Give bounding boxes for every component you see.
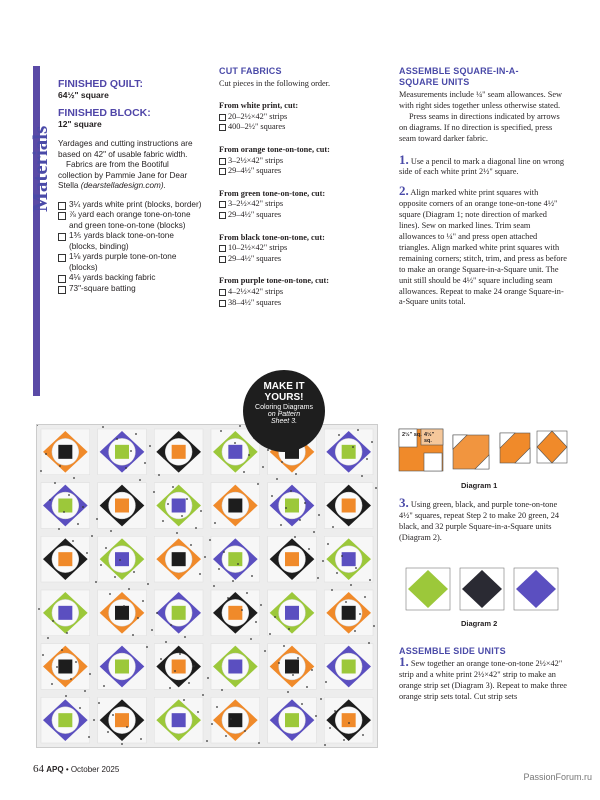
quilt-print-dot — [103, 685, 105, 687]
cut-group-title: From green tone-on-tone, cut: — [219, 188, 326, 198]
cut-line: 10–2½×42" strips — [219, 243, 379, 254]
quilt-print-dot — [105, 547, 107, 549]
quilt-print-dot — [248, 454, 250, 456]
quilt-print-dot — [156, 612, 158, 614]
quilt-print-dot — [299, 519, 301, 521]
quilt-print-dot — [51, 683, 53, 685]
quilt-print-dot — [280, 524, 282, 526]
quilt-print-dot — [274, 616, 276, 618]
quilt-print-dot — [206, 740, 208, 742]
quilt-print-dot — [234, 442, 236, 444]
quilt-print-dot — [102, 426, 104, 428]
quilt-center — [228, 713, 242, 727]
quilt-print-dot — [153, 491, 155, 493]
finished-quilt-value: 64½" square — [58, 90, 109, 100]
quilt-print-dot — [107, 731, 109, 733]
quilt-center — [172, 445, 186, 459]
quilt-print-dot — [181, 515, 183, 517]
quilt-print-dot — [65, 695, 67, 697]
page-footer — [33, 763, 119, 775]
step2 — [399, 183, 567, 308]
issue-date: • October 2025 — [65, 765, 120, 774]
quilt-print-dot — [75, 661, 77, 663]
quilt-print-dot — [304, 502, 306, 504]
side-step1-text: Sew together an orange tone-on-tone 2½×42" strip and a white print 2½×42" strip to make an orange strip set (Diagram 3). Repeat to make three orange strip sets total. Cut strip sets — [399, 658, 567, 701]
quilt-print-dot — [123, 605, 125, 607]
badge-line4 — [243, 411, 325, 418]
quilt-print-dot — [68, 494, 70, 496]
cut-fabrics-column — [219, 66, 379, 308]
quilt-print-dot — [211, 723, 213, 725]
quilt-print-dot — [183, 699, 185, 701]
fabrics-note — [58, 160, 204, 192]
watermark: PassionForum.ru — [523, 772, 592, 782]
quilt-print-dot — [193, 665, 195, 667]
quilt-print-dot — [195, 527, 197, 529]
cut-fabrics-heading: CUT FABRICS — [219, 66, 282, 76]
quilt-print-dot — [158, 474, 160, 476]
quilt-print-dot — [313, 531, 315, 533]
materials-column — [58, 78, 204, 294]
quilt-print-dot — [227, 597, 229, 599]
cut-line: 38–4½" squares — [219, 298, 379, 309]
quilt-print-dot — [133, 571, 135, 573]
quilt-center — [58, 552, 72, 566]
step3-num: 3. — [399, 495, 409, 510]
quilt-print-dot — [361, 475, 363, 477]
quilt-print-dot — [369, 579, 371, 581]
cut-intro: Cut pieces in the following order. — [219, 78, 331, 88]
fabrics-note-text: Fabrics are from the Bootiful collection by Pammie Jane for Dear Stella — [58, 160, 188, 190]
assemble-column — [399, 66, 567, 308]
quilt-print-dot — [179, 653, 181, 655]
quilt-print-dot — [177, 469, 179, 471]
quilt-print-dot — [237, 563, 239, 565]
quilt-print-dot — [42, 654, 44, 656]
quilt-print-dot — [49, 499, 51, 501]
quilt-print-dot — [221, 689, 223, 691]
quilt-center — [115, 552, 129, 566]
quilt-center — [172, 713, 186, 727]
quilt-center — [58, 445, 72, 459]
assemble-sq-p1: Measurements include ¼" seam allowances. Sew with right sides together unless otherwise stated. — [399, 90, 563, 110]
quilt-print-dot — [72, 540, 74, 542]
assemble-side — [399, 646, 567, 703]
quilt-print-dot — [218, 568, 220, 570]
quilt-print-dot — [79, 707, 81, 709]
quilt-center — [285, 660, 299, 674]
quilt-print-dot — [160, 658, 162, 660]
quilt-print-dot — [251, 575, 253, 577]
quilt-print-dot — [350, 584, 352, 586]
quilt-print-dot — [116, 438, 118, 440]
quilt-print-dot — [324, 744, 326, 746]
cut-group-title: From white print, cut: — [219, 101, 299, 111]
quilt-print-dot — [66, 632, 68, 634]
quilt-print-dot — [110, 530, 112, 532]
quilt-print-dot — [165, 641, 167, 643]
quilt-print-dot — [56, 666, 58, 668]
quilt-center — [285, 606, 299, 620]
quilt-print-dot — [225, 735, 227, 737]
quilt-print-dot — [59, 465, 61, 467]
quilt-print-dot — [202, 694, 204, 696]
badge-line1: MAKE IT — [263, 381, 305, 392]
quilt-print-dot — [163, 457, 165, 459]
make-it-yours-badge — [243, 370, 325, 452]
quilt-print-dot — [149, 445, 151, 447]
quilt-print-dot — [86, 552, 88, 554]
quilt-print-dot — [281, 461, 283, 463]
cut-line: 400–2½" squares — [219, 122, 379, 133]
quilt-print-dot — [147, 583, 149, 585]
quilt-print-dot — [170, 624, 172, 626]
cut-line: 29–4½" squares — [219, 166, 379, 177]
quilt-print-dot — [255, 621, 257, 623]
material-item: 3¼ yards white print (blocks, border) — [58, 200, 204, 211]
quilt-print-dot — [258, 742, 260, 744]
quilt-center — [172, 552, 186, 566]
quilt-print-dot — [184, 636, 186, 638]
quilt-print-dot — [292, 674, 294, 676]
material-item: ⅞ yard each orange tone-on-tone and green tone-on-tone (blocks) — [58, 210, 204, 231]
quilt-center — [172, 499, 186, 513]
quilt-print-dot — [362, 734, 364, 736]
quilt-print-dot — [137, 617, 139, 619]
material-item: 1⅗ yards black tone-on-tone (blocks, binding) — [58, 231, 204, 252]
quilt-print-dot — [287, 691, 289, 693]
quilt-print-dot — [82, 506, 84, 508]
quilt-print-dot — [58, 528, 60, 530]
quilt-center — [228, 606, 242, 620]
badge-line5 — [243, 418, 325, 425]
quilt-print-dot — [93, 719, 95, 721]
quilt-print-dot — [199, 573, 201, 575]
quilt-center — [58, 499, 72, 513]
quilt-print-dot — [144, 462, 146, 464]
quilt-print-dot — [186, 498, 188, 500]
quilt-print-dot — [96, 518, 98, 520]
materials-side-label — [26, 100, 50, 210]
quilt-print-dot — [331, 589, 333, 591]
quilt-print-dot — [322, 560, 324, 562]
badge-line4-text: on Pattern — [267, 411, 301, 418]
badge-line3: Coloring Diagrams — [255, 404, 313, 411]
quilt-print-dot — [169, 687, 171, 689]
quilt-center — [285, 713, 299, 727]
quilt-print-dot — [329, 727, 331, 729]
quilt-print-dot — [197, 711, 199, 713]
quilt-center — [172, 660, 186, 674]
quilt-print-dot — [188, 682, 190, 684]
quilt-print-dot — [89, 673, 91, 675]
side-label-text: Materials — [28, 125, 52, 212]
quilt-center — [58, 660, 72, 674]
finished-block-value: 12" square — [58, 118, 102, 129]
quilt-center — [228, 552, 242, 566]
quilt-center — [115, 606, 129, 620]
quilt-print-dot — [146, 646, 148, 648]
quilt-print-dot — [308, 548, 310, 550]
quilt-print-dot — [285, 507, 287, 509]
quilt-print-dot — [354, 630, 356, 632]
quilt-print-dot — [204, 556, 206, 558]
quilt-print-dot — [140, 738, 142, 740]
quilt-print-dot — [54, 482, 56, 484]
quilt-print-dot — [61, 649, 63, 651]
quilt-print-dot — [257, 483, 259, 485]
quilt-print-dot — [246, 592, 248, 594]
quilt-print-dot — [357, 429, 359, 431]
quilt-print-dot — [278, 662, 280, 664]
quilt-print-dot — [114, 576, 116, 578]
cut-line: 20–2½×42" strips — [219, 112, 379, 123]
quilt-print-dot — [200, 510, 202, 512]
quilt-print-dot — [317, 577, 319, 579]
step1-text: Use a pencil to mark a diagonal line on wrong side of each white print 2½" square. — [399, 156, 565, 177]
quilt-print-dot — [366, 458, 368, 460]
cut-line: 29–4½" squares — [219, 254, 379, 265]
quilt-print-dot — [162, 520, 164, 522]
quilt-print-dot — [276, 478, 278, 480]
quilt-center — [115, 660, 129, 674]
materials-list — [58, 200, 204, 295]
quilt-illustration — [37, 425, 377, 747]
quilt-print-dot — [283, 645, 285, 647]
quilt-print-dot — [47, 637, 49, 639]
quilt-center — [342, 606, 356, 620]
quilt-print-dot — [88, 736, 90, 738]
quilt-print-dot — [125, 467, 127, 469]
quilt-print-dot — [250, 638, 252, 640]
assemble-sq-p2: Press seams in directions indicated by arrows on diagrams. If no direction is specified, press seam toward darker fabric. — [399, 111, 560, 143]
quilt-center — [58, 606, 72, 620]
quilt-print-dot — [243, 471, 245, 473]
d1-big-label: 4½" sq. — [424, 432, 435, 444]
quilt-print-dot — [84, 690, 86, 692]
quilt-print-dot — [112, 714, 114, 716]
quilt-center — [285, 499, 299, 513]
quilt-print-dot — [223, 551, 225, 553]
quilt-print-dot — [232, 580, 234, 582]
quilt-print-dot — [220, 430, 222, 432]
quilt-center — [228, 660, 242, 674]
quilt-print-dot — [315, 715, 317, 717]
quilt-print-dot — [341, 555, 343, 557]
quilt-print-dot — [132, 634, 134, 636]
quilt-center — [228, 499, 242, 513]
quilt-print-dot — [151, 629, 153, 631]
quilt-center — [228, 445, 242, 459]
badge-line2: YOURS! — [264, 392, 304, 403]
quilt-print-dot — [336, 572, 338, 574]
quilt-print-dot — [264, 650, 266, 652]
quilt-print-dot — [290, 490, 292, 492]
quilt-photo — [36, 424, 378, 748]
quilt-print-dot — [359, 613, 361, 615]
quilt-print-dot — [244, 730, 246, 732]
cut-line: 29–4½" squares — [219, 210, 379, 221]
quilt-print-dot — [121, 743, 123, 745]
quilt-print-dot — [355, 567, 357, 569]
quilt-print-dot — [301, 703, 303, 705]
step3 — [399, 495, 567, 544]
cut-group-title: From purple tone-on-tone, cut: — [219, 276, 329, 286]
quilt-print-dot — [63, 511, 65, 513]
quilt-print-dot — [119, 559, 121, 561]
quilt-print-dot — [262, 466, 264, 468]
cut-line: 4–2½×42" strips — [219, 287, 379, 298]
quilt-print-dot — [364, 596, 366, 598]
finished-quilt-label: FINISHED QUILT: — [58, 78, 143, 90]
assemble-side-heading: ASSEMBLE SIDE UNITS — [399, 646, 506, 656]
material-item: 4⅛ yards backing fabric — [58, 273, 204, 284]
quilt-print-dot — [207, 677, 209, 679]
quilt-print-dot — [345, 601, 347, 603]
page-number: 64 — [33, 763, 44, 775]
quilt-print-dot — [109, 593, 111, 595]
diagram-1-label: Diagram 1 — [461, 481, 498, 490]
fabrics-url: (dearstelladesign.com). — [80, 181, 166, 190]
quilt-print-dot — [214, 522, 216, 524]
quilt-center — [342, 713, 356, 727]
quilt-print-dot — [373, 625, 375, 627]
diagram-2 — [404, 566, 560, 612]
quilt-print-dot — [343, 739, 345, 741]
quilt-print-dot — [172, 486, 174, 488]
quilt-center — [58, 713, 72, 727]
cut-line: 3–2½×42" strips — [219, 156, 379, 167]
quilt-print-dot — [271, 495, 273, 497]
quilt-print-dot — [371, 441, 373, 443]
quilt-print-dot — [260, 604, 262, 606]
material-item: 1⅛ yards purple tone-on-tone (blocks) — [58, 252, 204, 273]
quilt-print-dot — [348, 722, 350, 724]
quilt-print-dot — [288, 628, 290, 630]
quilt-print-dot — [77, 523, 79, 525]
quilt-center — [342, 499, 356, 513]
quilt-print-dot — [139, 479, 141, 481]
quilt-print-dot — [338, 434, 340, 436]
quilt-print-dot — [325, 681, 327, 683]
badge-line5-text: Sheet 3. — [270, 418, 298, 425]
quilt-print-dot — [52, 620, 54, 622]
quilt-print-dot — [216, 706, 218, 708]
quilt-print-dot — [334, 710, 336, 712]
quilt-print-dot — [70, 678, 72, 680]
quilt-print-dot — [176, 532, 178, 534]
quilt-print-dot — [45, 453, 47, 455]
material-item: 73"-square batting — [58, 284, 204, 295]
quilt-print-dot — [352, 446, 354, 448]
side-step1-num: 1. — [399, 653, 409, 669]
quilt-center — [342, 660, 356, 674]
quilt-print-dot — [318, 514, 320, 516]
quilt-center — [115, 445, 129, 459]
quilt-print-dot — [332, 526, 334, 528]
quilt-print-dot — [209, 539, 211, 541]
assemble-sq-heading: ASSEMBLE SQUARE-IN-A-SQUARE UNITS — [399, 66, 519, 87]
cut-group-title: From black tone-on-tone, cut: — [219, 232, 325, 242]
diagram-1 — [397, 425, 569, 475]
step2-text: Align marked white print squares with opposite corners of an orange tone-on-tone 4½" square (Diagram 1; note direction of marked lines). Sew on marked lines. Trim seam allowances to ¼" and press open attached triangles. Align marked white print squares with remaining corners; stitch, trim, and press as before to make an orange Square-in-a-Square unit. The unit still should be 4½" square including seam allowances. Repeat to make 24 orange Square-in-a-Square units total. — [399, 188, 567, 307]
step3-text: Using green, black, and purple tone-on-tone 4½" squares, repeat Step 2 to make 20 green, 24 black, and 32 purple Square-in-a-Square units (Diagram 2). — [399, 500, 560, 542]
mag-name: APQ — [46, 765, 64, 774]
quilt-print-dot — [142, 600, 144, 602]
quilt-print-dot — [230, 718, 232, 720]
quilt-print-dot — [297, 657, 299, 659]
quilt-print-dot — [294, 536, 296, 538]
quilt-print-dot — [375, 487, 377, 489]
cut-line: 3–2½×42" strips — [219, 199, 379, 210]
quilt-print-dot — [306, 686, 308, 688]
quilt-print-dot — [98, 702, 100, 704]
quilt-center — [115, 713, 129, 727]
quilt-print-dot — [213, 585, 215, 587]
quilt-print-dot — [91, 535, 93, 537]
quilt-center — [342, 552, 356, 566]
materials-intro: Yardages and cutting instructions are based on 42" of usable fabric width. — [58, 139, 193, 159]
quilt-print-dot — [320, 698, 322, 700]
diagram-2-art — [404, 566, 560, 612]
quilt-print-dot — [38, 608, 40, 610]
quilt-print-dot — [368, 642, 370, 644]
quilt-print-dot — [239, 425, 241, 427]
quilt-print-dot — [135, 433, 137, 435]
finished-block-label: FINISHED BLOCK: — [58, 106, 151, 119]
quilt-print-dot — [100, 564, 102, 566]
quilt-print-dot — [327, 543, 329, 545]
quilt-print-dot — [269, 633, 271, 635]
diagram-1-art — [397, 425, 569, 475]
diagram-2-label: Diagram 2 — [461, 619, 498, 628]
d1-small-label: 2½" sq. — [402, 432, 422, 438]
quilt-center — [285, 552, 299, 566]
quilt-print-dot — [295, 473, 297, 475]
quilt-print-dot — [128, 588, 130, 590]
quilt-print-dot — [40, 470, 42, 472]
quilt-print-dot — [174, 670, 176, 672]
quilt-print-dot — [167, 503, 169, 505]
quilt-print-dot — [130, 450, 132, 452]
quilt-print-dot — [311, 669, 313, 671]
quilt-print-dot — [95, 581, 97, 583]
quilt-print-dot — [190, 544, 192, 546]
quilt-print-dot — [126, 726, 128, 728]
step1 — [399, 151, 567, 179]
step2-num: 2. — [399, 183, 409, 199]
quilt-print-dot — [73, 477, 75, 479]
step1-num: 1. — [399, 151, 409, 167]
cut-group-title: From orange tone-on-tone, cut: — [219, 144, 330, 154]
quilt-center — [172, 606, 186, 620]
quilt-print-dot — [241, 609, 243, 611]
quilt-center — [115, 499, 129, 513]
